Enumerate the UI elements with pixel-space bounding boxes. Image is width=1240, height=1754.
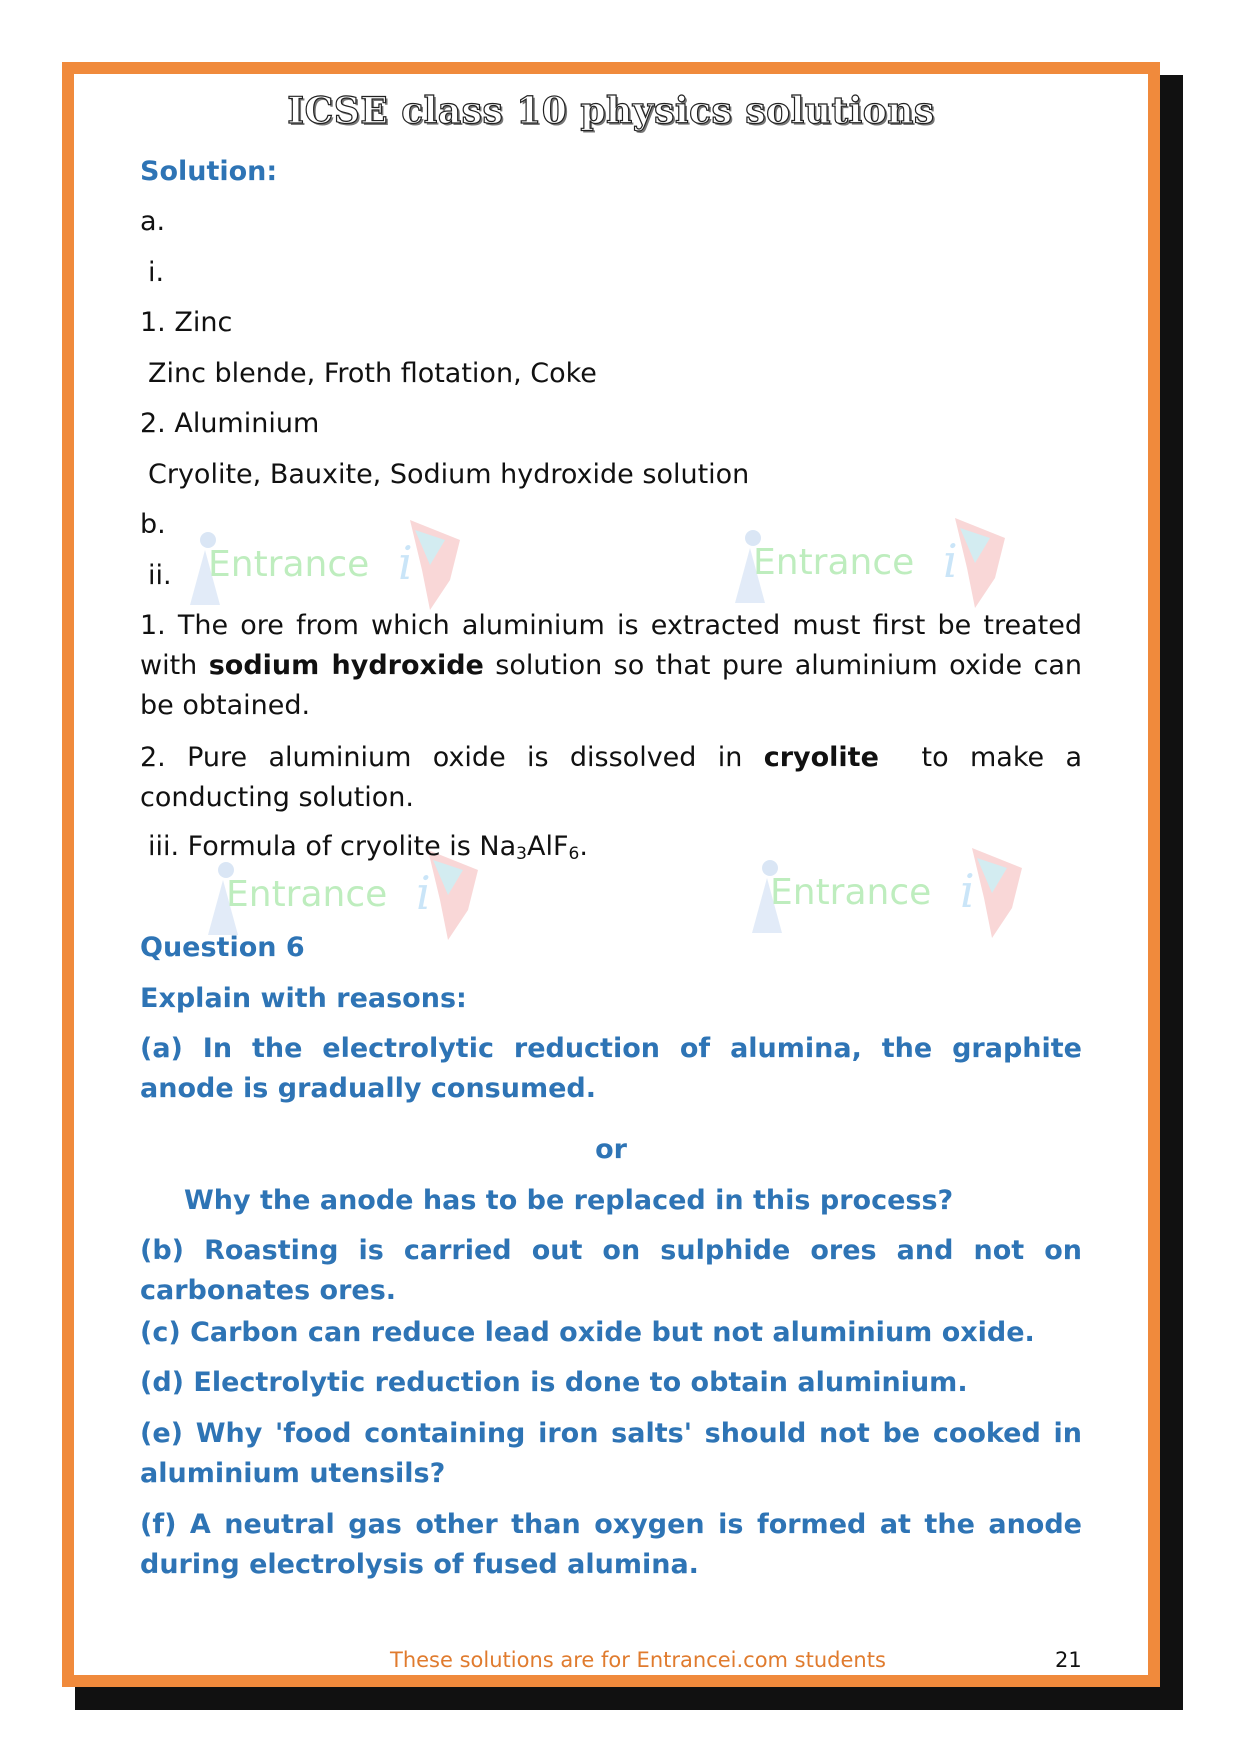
cryolite-formula: [140, 827, 1090, 867]
paragraph-sodium-hydroxide: [140, 606, 1082, 726]
question-intro: Explain with reasons:: [140, 983, 467, 1014]
part-a-label: a.: [140, 206, 166, 237]
question-d: (d) Electrolytic reduction is done to obtain aluminium.: [140, 1367, 968, 1398]
question-alt: Why the anode has to be replaced in this process?: [184, 1185, 954, 1216]
zinc-items: Zinc blende, Froth flotation, Coke: [148, 358, 597, 389]
part-a-i-label: i.: [148, 257, 165, 288]
aluminium-items: Cryolite, Bauxite, Sodium hydroxide solution: [148, 459, 750, 490]
question-or: or: [595, 1134, 627, 1165]
text-run: 1. The ore from which aluminium is extracted must first be treated with: [140, 610, 1082, 681]
question-a: (a) In the electrolytic reduction of alumina, the graphite anode is gradually consumed.: [140, 1033, 1082, 1104]
footer-text: These solutions are for Entrancei.com students: [390, 1648, 886, 1672]
question-b: (b) Roasting is carried out on sulphide ores and not on carbonates ores.: [140, 1235, 1082, 1306]
part-b-label: b.: [140, 509, 166, 540]
text-run: AlF: [526, 831, 569, 862]
watermark-text: Entrance: [770, 872, 932, 913]
solution-heading: Solution:: [140, 156, 278, 187]
watermark-letter: i: [416, 866, 431, 920]
page-title: ICSE class 10 physics solutions: [287, 90, 935, 132]
watermark-text: Entrance: [208, 544, 370, 585]
aluminium-title: 2. Aluminium: [140, 408, 320, 439]
watermark-letter: i: [943, 534, 958, 588]
text-run: solution so that pure aluminium oxide can be obtained.: [140, 650, 1082, 721]
question-f: (f) A neutral gas other than oxygen is formed at the anode during electrolysis of fused alumina.: [140, 1509, 1082, 1580]
subscript: 3: [516, 844, 527, 864]
watermark-text: Entrance: [753, 542, 915, 583]
subscript: 6: [568, 844, 580, 864]
question-c: (c) Carbon can reduce lead oxide but not aluminium oxide.: [140, 1317, 1035, 1348]
paragraph-cryolite: [140, 738, 1091, 818]
text-run: 2. Pure aluminium oxide is dissolved in: [140, 742, 764, 773]
zinc-title: 1. Zinc: [140, 307, 233, 338]
watermark-letter: i: [960, 864, 975, 918]
page-number: 21: [1055, 1648, 1082, 1672]
text-run: to make a conducting solution.: [140, 742, 1091, 813]
bold-term: cryolite: [763, 742, 879, 773]
watermark-text: Entrance: [226, 874, 388, 915]
bold-term: sodium hydroxide: [208, 650, 484, 681]
text-run: .: [579, 831, 588, 862]
part-b-ii-label: ii.: [148, 560, 172, 591]
question-title: Question 6: [140, 932, 305, 963]
question-e: (e) Why 'food containing iron salts' should not be cooked in aluminium utensils?: [140, 1418, 1082, 1489]
text-run: iii. Formula of cryolite is Na: [148, 831, 517, 862]
watermark-letter: i: [398, 536, 413, 590]
